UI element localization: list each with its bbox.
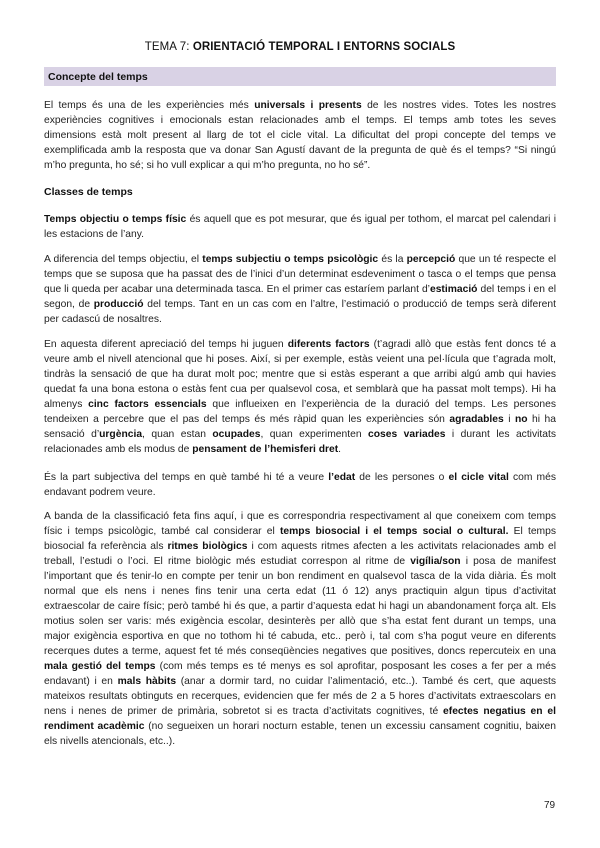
text-run: , quan experimenten [260, 429, 369, 440]
text-run: i posa de manifest l’important que és tenir-lo en compte per tenir un bon rendiment en qualsevol tasca de la vida diària. És molt normal que els nens i nenes fins tenir una certa edat (11 ó 12) anys practiquin algun tipus d’activitat extraescolar de caire físic; però també hi és que, a partir d’aquesta edat hi hagi un abandonament força alt. Els motius solen ser varis: més exigència escolar, desinterès per allò que s’ha estat fent durant un temps, una major exigència esportiva en que no tothom hi té cabuda, etc.. però i, tal com s’ha pogut veure en diferents recerques dutes a terme, aquest fet té més conseqüències negatives que positives, doncs repercuteix en una [44, 556, 556, 657]
subheading: Classes de temps [44, 186, 133, 198]
bold-term: percepció [406, 254, 456, 265]
section-heading-bar [44, 67, 556, 86]
bold-term: temps subjectiu o temps psicològic [202, 254, 379, 265]
paragraph-age [44, 470, 556, 500]
bold-term: no [514, 414, 528, 425]
page-number: 79 [544, 800, 556, 811]
text-run: A banda de la classificació feta fins aquí, i que es correspondria respectivament al que coneixem com temps físic i temps psicològic, també cal considerar el [44, 511, 556, 537]
text-run: i durant les activitats relacionades amb els modus de [44, 429, 557, 455]
text-run: El temps és una de les experiències més [44, 100, 255, 111]
text-run: hi ha sensació d’ [44, 414, 556, 440]
title-prefix: TEMA 7: [144, 41, 193, 53]
paragraph-intro [44, 98, 556, 173]
bold-term: l’edat [328, 472, 356, 483]
bold-term: el cicle vital [448, 472, 509, 483]
text-run: i com aquests ritmes afecten a les activitats relacionades amb el treball, l’estudi o l’oci. El ritme biològic més estudiat correspon al ritme de [44, 541, 556, 567]
text-run: i [503, 414, 515, 425]
bold-term: ocupades [212, 429, 261, 440]
paragraph-factors [44, 337, 556, 457]
text-run: de les nostres vides. Totes les nostres experiències cognitives i emocionals estan relacionades amb el temps. El temps amb totes les seves dimensions està molt present al llarg de tot el cicle vital. La dificultat del propi concepte del temps ve exemplificada amb la resposta que va donar San Agustí davant de la pregunta de què és el temps? “Si ningú m’ho pregunta, ho sé; si ho vull explicar a qui m’ho pregunta, no ho sé”. [44, 100, 556, 171]
text-run: del temps. Tant en un cas com en l’altre, l’estimació o producció de temps serà diferent per cadascú de nosaltres. [44, 299, 556, 325]
bold-term: Temps objectiu o temps físic [44, 214, 187, 225]
text-run: és aquell que es pot mesurar, que és igual per tothom, el marcat pel calendari i les estacions de l’any. [44, 214, 557, 240]
bold-term: efectes negatius en el rendiment acadèmic [44, 706, 556, 732]
section-heading: Concepte del temps [48, 71, 148, 83]
text-run: És la part subjectiva del temps en què també hi té a veure [44, 472, 329, 483]
bold-term: pensament de l’hemisferi dret [192, 444, 339, 455]
bold-term: universals i presents [254, 100, 362, 111]
text-run: , quan estan [142, 429, 213, 440]
subheading-block [44, 186, 556, 198]
title-main: ORIENTACIÓ TEMPORAL I ENTORNS SOCIALS [192, 41, 456, 53]
bold-term: estimació [429, 284, 478, 295]
bold-term: mala gestió del temps [44, 661, 156, 672]
page-title [44, 41, 556, 53]
text-run: (anar a dormir tard, no cuidar l’alimentació, etc..). També és cert, que aquests mateixos resultats obtinguts en recerques, evidencien que fer més de 2 a 5 hores d’activitats extraescolars en nens i nenes de primer de primària, sobretot si es tracta d’activitats cognitives, té [44, 676, 556, 717]
text-run: del temps i en el segon, de [44, 284, 557, 310]
text-run: El temps biosocial fa referència als [44, 526, 556, 552]
text-run: com més endavant podrem veure. [44, 472, 556, 498]
text-run: A diferencia del temps objectiu, el [44, 254, 203, 265]
text-run: (t’agradi allò que estàs fent doncs té a veure amb el nivell atencional que hi poses. Així, si per exemple, estàs veient una pel·lícula que t’agrada molt, tindràs la sensació de que ha durat molt poc; mentre que si estàs esperant a que arribi algú amb qui havies quedat fa una bona estona o estàs fent cua per qualsevol cosa, et semblarà que ha passat molt temps). Hi ha almenys [44, 339, 557, 410]
bold-term: vigília/son [410, 556, 461, 567]
paragraph-subjective-time [44, 252, 556, 327]
text-run: que influeixen en l’experiència de la duració del temps. Les persones tendeixen a percebre que el pas del temps és més ràpid quan les experiències són [44, 399, 557, 425]
text-run: En aquesta diferent apreciació del temps hi juguen [44, 339, 288, 350]
bold-term: diferents factors [287, 339, 370, 350]
text-run: és la [378, 254, 407, 265]
text-run: de les persones o [355, 472, 449, 483]
text-run: (com més temps es té menys es sol aprofitar, posposant les coses a fer per a més endavant) i en [44, 661, 556, 687]
bold-term: agradables [449, 414, 504, 425]
bold-term: producció [93, 299, 144, 310]
bold-term: mals hàbits [117, 676, 177, 687]
text-run: (no segueixen un horari nocturn estable, tenen un excessiu cansament cognitiu, baixen els nivells atencionals, etc..). [44, 721, 556, 747]
bold-term: temps biosocial i el temps social o cultural. [279, 526, 509, 537]
text-run: que un té respecte el temps que se suposa que ha passat des de l’inici d’un determinat esdeveniment o tasca o el temps que pensa que li queda per acabar una determinada tasca. En el primer cas estaríem parlant d’ [44, 254, 556, 295]
text-run: . [338, 444, 342, 455]
paragraph-biosocial [44, 509, 556, 749]
bold-term: coses variades [368, 429, 446, 440]
bold-term: cinc factors essencials [88, 399, 207, 410]
bold-term: urgència [99, 429, 143, 440]
bold-term: ritmes biològics [167, 541, 248, 552]
paragraph-objective-time [44, 212, 556, 242]
